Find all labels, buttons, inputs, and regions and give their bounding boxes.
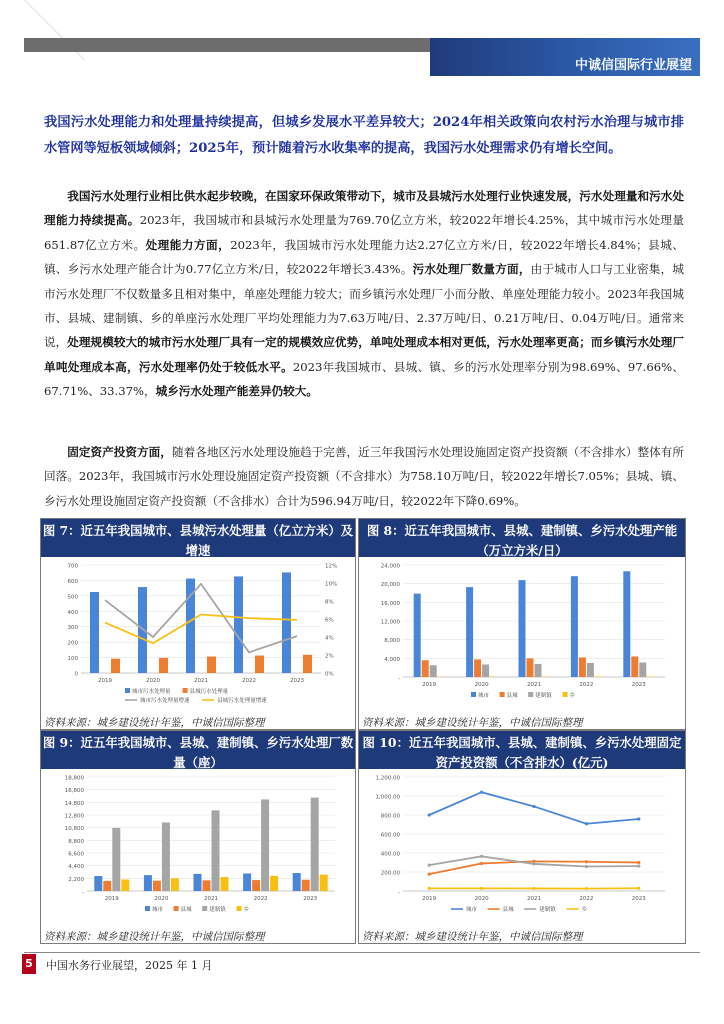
line-point bbox=[585, 860, 588, 863]
x-tick-label: 2022 bbox=[253, 896, 268, 902]
bar bbox=[527, 658, 534, 677]
bar bbox=[159, 658, 168, 673]
figure-8 bbox=[358, 518, 686, 730]
line-point bbox=[480, 887, 483, 890]
legend-swatch bbox=[563, 692, 568, 697]
x-tick-label: 2023 bbox=[303, 896, 318, 902]
figure-7-chart bbox=[41, 559, 355, 713]
line-point bbox=[585, 887, 588, 890]
bar bbox=[311, 798, 319, 891]
y-tick-label: 600 bbox=[67, 578, 78, 585]
y-tick-label: 700 bbox=[67, 563, 78, 570]
y2-tick-label: 12% bbox=[325, 563, 338, 570]
figure-7-source: 资料来源：城乡建设统计年鉴，中诚信国际整理 bbox=[44, 717, 265, 729]
bar bbox=[474, 659, 481, 677]
x-tick-label: 2019 bbox=[98, 678, 112, 684]
y-tick-label: 12,000 bbox=[380, 619, 400, 626]
bar bbox=[144, 875, 152, 891]
p1-s1: 我国污水处理行业相比供水起步较晚，在国家环保政策带动下，城市及县城污水处理行业快速发展，污水处理量和污水处理能力持续提高。 bbox=[44, 189, 684, 228]
line-point bbox=[532, 887, 535, 890]
legend-label: 建制镇 bbox=[539, 907, 556, 913]
y-tick-label: 10,800 bbox=[64, 826, 84, 833]
legend-label: 建制镇 bbox=[209, 907, 226, 913]
figure-8-chart bbox=[359, 559, 685, 713]
y-tick-label: 20,000 bbox=[380, 582, 400, 589]
line-point bbox=[428, 864, 431, 867]
y-tick-label: 14,800 bbox=[64, 800, 84, 807]
x-tick-label: 2023 bbox=[290, 678, 304, 684]
line-point bbox=[585, 865, 588, 868]
bar bbox=[90, 592, 99, 673]
line-point bbox=[637, 887, 640, 890]
legend-swatch bbox=[183, 688, 188, 693]
figure-9-chart bbox=[41, 771, 355, 927]
bar bbox=[414, 594, 421, 677]
x-tick-label: 2021 bbox=[204, 896, 218, 902]
y2-tick-label: 0% bbox=[325, 671, 334, 678]
series-line bbox=[105, 615, 297, 644]
x-tick-label: 2020 bbox=[474, 896, 489, 902]
y-tick-label: 400 bbox=[67, 609, 78, 616]
y2-tick-label: 8% bbox=[325, 599, 334, 606]
y-tick-label: 0 bbox=[74, 671, 78, 678]
p1-s4: 2023年，我国城市污水处理能力达2.27亿立方米/日，较2022年增长4.84%；县城、镇、乡污水处理产能合计为0.77亿立方米/日，较2022年增长3.43%。 bbox=[44, 237, 684, 277]
legend-label: 城市污水处理量增速 bbox=[140, 698, 190, 704]
x-tick-label: 2020 bbox=[474, 682, 489, 688]
y-tick-label: 18,800 bbox=[64, 775, 84, 782]
bar bbox=[153, 881, 161, 891]
y-tick-label: 24,000 bbox=[380, 563, 400, 570]
x-tick-label: 2023 bbox=[631, 682, 646, 688]
figure-9-source: 资料来源：城乡建设统计年鉴，中诚信国际整理 bbox=[44, 931, 265, 943]
bar bbox=[302, 880, 310, 891]
figure-8-title: 图 8：近五年我国城市、县城、建制镇、乡污水处理产能 （万立方米/日） bbox=[359, 519, 685, 557]
x-tick-label: 2020 bbox=[146, 678, 160, 684]
page-number: 5 bbox=[22, 954, 36, 974]
page-header bbox=[24, 38, 700, 76]
y-tick-label: 100 bbox=[67, 656, 78, 663]
x-tick-label: 2019 bbox=[422, 682, 437, 688]
y-tick-label: - bbox=[398, 889, 400, 896]
y-tick-label: 600.00 bbox=[380, 832, 400, 839]
legend-label: 城市 bbox=[466, 907, 478, 913]
legend-label: 县城污水处理量 bbox=[189, 689, 229, 695]
line-point bbox=[480, 855, 483, 858]
bar bbox=[171, 878, 179, 891]
legend-label: 县城 bbox=[502, 907, 514, 913]
legend-label: 县城 bbox=[180, 907, 192, 913]
figure-7 bbox=[40, 518, 356, 730]
bar bbox=[303, 655, 312, 673]
bar bbox=[535, 664, 542, 677]
bar bbox=[111, 659, 120, 673]
bar bbox=[482, 664, 489, 677]
line-point bbox=[532, 862, 535, 865]
legend-label: 城市污水处理量 bbox=[132, 689, 171, 695]
legend-swatch bbox=[202, 906, 207, 911]
bar bbox=[293, 873, 301, 891]
line-point bbox=[480, 791, 483, 794]
bar bbox=[207, 656, 216, 673]
y-tick-label: 200.00 bbox=[380, 870, 400, 877]
legend-swatch bbox=[125, 688, 130, 693]
bar bbox=[270, 876, 278, 891]
line-point bbox=[637, 861, 640, 864]
figure-7-title: 图 7：近五年我国城市、县城污水处理量（亿立方米）及增速 bbox=[41, 519, 355, 557]
x-tick-label: 2021 bbox=[194, 678, 208, 684]
line-point bbox=[480, 862, 483, 865]
bar bbox=[194, 874, 202, 891]
p1-s7: 处理规模较大的城市污水处理厂具有一定的规模效应优势，单吨处理成本相对更低，污水处理率更高；而乡镇污水处理厂单吨处理成本高，污水处理率仍处于较低水平。 bbox=[44, 335, 684, 374]
bar bbox=[422, 660, 429, 677]
legend-label: 建制镇 bbox=[535, 693, 552, 699]
legend-swatch bbox=[500, 692, 505, 697]
bar bbox=[571, 576, 578, 677]
header-title: 中诚信国际行业展望 bbox=[574, 58, 692, 73]
bar bbox=[221, 877, 229, 891]
y-tick-label: 8,000 bbox=[384, 638, 400, 645]
line-point bbox=[637, 817, 640, 820]
legend-swatch bbox=[145, 906, 150, 911]
p1-s2: 2023年，我国城市和县城污水处理量为769.70亿立方米，较2022年增长4.25%，其中城市污水处理量651.87亿立方米。 bbox=[44, 213, 684, 252]
legend-label: 城市 bbox=[478, 693, 490, 699]
line-point bbox=[532, 805, 535, 808]
p1-s3: 处理能力方面， bbox=[145, 237, 231, 252]
bar bbox=[631, 656, 638, 677]
figure-9 bbox=[40, 730, 356, 944]
paragraph-investment bbox=[44, 440, 684, 513]
x-tick-label: 2019 bbox=[422, 896, 437, 902]
x-tick-label: 2023 bbox=[631, 896, 646, 902]
y2-tick-label: 2% bbox=[325, 653, 334, 660]
p1-s5: 污水处理厂数量方面， bbox=[412, 262, 531, 277]
bar bbox=[203, 880, 211, 891]
bar bbox=[282, 572, 291, 673]
figure-10-source: 资料来源：城乡建设统计年鉴，中诚信国际整理 bbox=[362, 931, 583, 943]
bar bbox=[623, 571, 630, 677]
bar bbox=[162, 822, 170, 891]
figure-9-title: 图 9：近五年我国城市、县城、建制镇、乡污水处理厂数量（座） bbox=[41, 731, 355, 769]
y2-tick-label: 6% bbox=[325, 617, 334, 624]
figure-10-chart bbox=[359, 771, 685, 927]
legend-label: 县城 bbox=[506, 693, 518, 699]
p2-s2: 随着各地区污水处理设施趋于完善，近三年我国污水处理设施固定资产投资额（不含排水）整体有所回落。2023年，我国城市污水处理设施固定资产投资额（不含排水）为758.10万吨/日，较2022年增长7.05%；县城、镇、乡污水处理设施固定资产投资额（不含排水）合计为596.94万吨/日，较2022年下降0.69%。 bbox=[44, 445, 684, 508]
y-tick-label: 300 bbox=[67, 625, 78, 632]
footer-text: 中国水务行业展望，2025 年 1 月 bbox=[46, 959, 213, 972]
line-point bbox=[428, 887, 431, 890]
p1-s9: 城乡污水处理产能差异仍较大。 bbox=[155, 384, 318, 399]
x-tick-label: 2021 bbox=[527, 896, 541, 902]
y-tick-label: 12,800 bbox=[64, 813, 84, 820]
legend-swatch bbox=[471, 692, 476, 697]
lead-summary: 我国污水处理能力和处理量持续提高，但城乡发展水平差异较大；2024年相关政策向农村污水治理与城市排水管网等短板领域倾斜；2025年，预计随着污水收集率的提高，我国污水处理需求仍有增长空间。 bbox=[44, 115, 684, 156]
bar bbox=[519, 580, 526, 677]
bar bbox=[121, 879, 129, 891]
legend-label: 乡 bbox=[569, 693, 576, 699]
y-tick-label: - bbox=[82, 889, 84, 896]
line-point bbox=[428, 872, 431, 875]
x-tick-label: 2020 bbox=[154, 896, 169, 902]
line-point bbox=[585, 822, 588, 825]
bar bbox=[234, 576, 243, 673]
header-banner bbox=[430, 38, 700, 76]
y-tick-label: 6,600 bbox=[68, 851, 84, 858]
legend-label: 乡 bbox=[243, 907, 250, 913]
bar bbox=[255, 656, 264, 673]
y-tick-label: 4,400 bbox=[68, 864, 84, 871]
y-tick-label: 500 bbox=[67, 594, 78, 601]
y-tick-label: 16,000 bbox=[380, 600, 400, 607]
bar bbox=[261, 799, 269, 891]
x-tick-label: 2021 bbox=[527, 682, 541, 688]
y-tick-label: 1,200.00 bbox=[375, 775, 400, 782]
figure-10 bbox=[358, 730, 686, 944]
bar bbox=[647, 676, 654, 677]
figure-8-source: 资料来源：城乡建设统计年鉴，中诚信国际整理 bbox=[362, 717, 583, 729]
bar bbox=[639, 663, 646, 677]
bar bbox=[112, 828, 120, 891]
bar bbox=[94, 876, 102, 891]
x-tick-label: 2022 bbox=[242, 678, 256, 684]
y-tick-label: 4,000 bbox=[384, 656, 400, 663]
y-tick-label: 8,800 bbox=[68, 838, 84, 845]
line-point bbox=[637, 865, 640, 868]
legend-label: 城市 bbox=[152, 907, 164, 913]
p2-s1: 固定资产投资方面， bbox=[67, 445, 172, 459]
bar bbox=[466, 587, 473, 677]
bar bbox=[103, 881, 111, 891]
line-point bbox=[428, 813, 431, 816]
legend-swatch bbox=[237, 906, 242, 911]
p1-s8: 2023年我国城市、县城、镇、乡的污水处理率分别为98.69%、97.66%、67.71%、33.37%， bbox=[44, 359, 684, 399]
y-tick-label: 16,800 bbox=[64, 788, 84, 795]
paragraph-capacity bbox=[44, 184, 684, 404]
x-tick-label: 2022 bbox=[579, 896, 594, 902]
bar bbox=[252, 880, 260, 891]
bar bbox=[212, 810, 220, 891]
legend-swatch bbox=[528, 692, 533, 697]
bar bbox=[587, 663, 594, 677]
header-gray-strip bbox=[24, 38, 430, 52]
y2-tick-label: 4% bbox=[325, 635, 334, 642]
y-tick-label: 2,200 bbox=[68, 876, 84, 883]
y2-tick-label: 10% bbox=[325, 581, 338, 588]
y-tick-label: 400.00 bbox=[380, 851, 400, 858]
x-tick-label: 2019 bbox=[104, 896, 119, 902]
legend-label: 县城污水处理量增速 bbox=[217, 698, 267, 704]
x-tick-label: 2022 bbox=[579, 682, 594, 688]
legend-swatch bbox=[174, 906, 179, 911]
footer-divider bbox=[24, 952, 700, 953]
y-tick-label: 200 bbox=[67, 640, 78, 647]
y-tick-label: 1,000.00 bbox=[375, 794, 400, 801]
bar bbox=[579, 657, 586, 677]
p1-s6: 由于城市人口与工业密集，城市污水处理厂不仅数量多且相对集中，单座处理能力较大；而乡镇污水处理厂小而分散、单座处理能力较小。2023年我国城市、县城、建制镇、乡的单座污水处理厂平均处理能力为7.63万吨/日、2.37万吨/日、0.21万吨/日、0.04万吨/日。通常来说， bbox=[44, 262, 684, 350]
y-tick-label: - bbox=[398, 675, 400, 682]
bar bbox=[320, 875, 328, 891]
figure-10-title: 图 10：近五年我国城市、县城、建制镇、乡污水处理固定资产投资额（不含排水）(亿元) bbox=[359, 731, 685, 769]
bar bbox=[430, 665, 437, 677]
bar bbox=[243, 873, 251, 891]
legend-label: 乡 bbox=[581, 907, 588, 913]
y-tick-label: 800.00 bbox=[380, 813, 400, 820]
